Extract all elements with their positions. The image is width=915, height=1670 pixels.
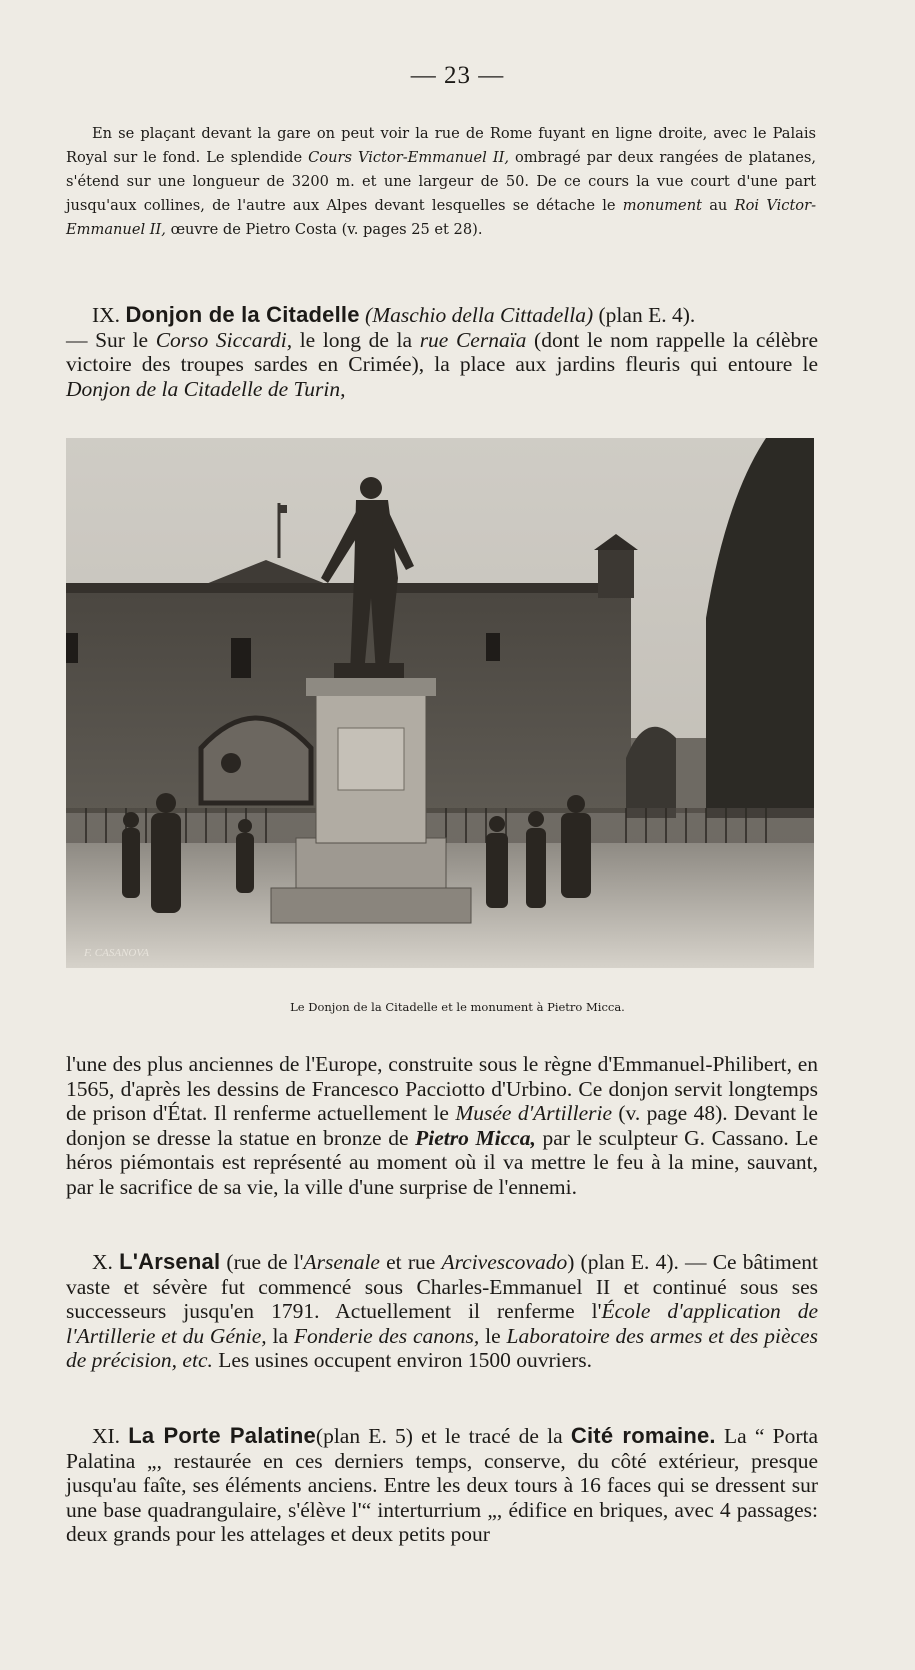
- section-ix-italian-name: (Maschio della Cittadella): [365, 303, 594, 327]
- photo-illustration: [66, 438, 814, 968]
- intro-italic-cours: Cours Victor-Emmanuel II,: [308, 149, 509, 166]
- pedestal-step: [296, 838, 446, 888]
- section-ix-rue: rue Cernaïa: [419, 327, 527, 352]
- section-ix-text-1: — Sur le: [66, 327, 156, 352]
- section-xi-number: XI.: [92, 1424, 121, 1448]
- continuation-text-1: l'une des plus anciennes de l'Europe, construite sous le règne d'Emmanuel-Philibert, en 1565, d'après les dessins de Francesco Pacciotto d'Urbino. Ce donjon servit longtemps de prison d'État. Il renferme actuellement le: [66, 1052, 818, 1126]
- section-xi-heading: La Porte Palatine: [128, 1423, 316, 1448]
- section-x-ecole: École d'application de l'Artillerie et du Génie,: [66, 1299, 818, 1348]
- section-x-text-4: la: [266, 1323, 294, 1348]
- wall-window: [66, 633, 78, 663]
- intro-italic-roi: Roi Victor-Emmanuel II,: [66, 197, 816, 238]
- page-number: — 23 —: [410, 62, 505, 89]
- pedestal-cornice: [306, 678, 436, 696]
- continuation-pietro-micca: Pietro Micca,: [415, 1125, 536, 1150]
- section-x-arcivescovado: Arcivescovado: [441, 1250, 568, 1274]
- intro-italic-monument: monument: [622, 197, 702, 214]
- photographer-signature: F. CASANOVA: [84, 947, 149, 959]
- flag: [279, 505, 287, 513]
- intro-text-1: En se plaçant devant la gare on peut voir la rue de Rome fuyant en ligne droite, avec le Palais Royal sur le fond. Le splendide: [66, 125, 816, 166]
- arched-gate: [201, 718, 311, 803]
- intro-text-2: ombragé par deux rangées de platanes, s'étend sur une longueur de 3200 m. et une largeur de 50. De ce cours la vue court d'une part jusqu'aux collines, de l'autre aux Alpes devant lesquelles se détache le: [66, 149, 817, 214]
- section-x-text-1: (rue de l': [220, 1250, 304, 1274]
- section-x-text-6: Les usines occupent environ 1500 ouvriers.: [212, 1348, 593, 1373]
- intro-paragraph: [66, 122, 816, 242]
- section-xi-text-2: La “ Porta Palatina „, restaurée en ces derniers temps, conserve, du côté extérieur, presque jusqu'au faîte, ses éléments anciens. Entre les deux tours à 16 faces qui se dressent sur une base quadrangulaire, s'élève l'“ interturrium „, édifice en briques, avec 4 passages: deux grands pour les attelages et deux petits pour: [66, 1424, 819, 1547]
- gate-roundel: [221, 753, 241, 773]
- pedestal-base: [271, 888, 471, 923]
- section-ix-heading: Donjon de la Citadelle: [125, 302, 360, 327]
- continuation-musee: Musée d'Artillerie: [455, 1101, 612, 1126]
- intro-text-3: au: [701, 197, 735, 214]
- wall-window: [231, 638, 251, 678]
- section-ix-text-2: le long de la: [292, 327, 420, 352]
- intro-text-4: œuvre de Pietro Costa (v. pages 25 et 28).: [165, 221, 483, 238]
- photo-donjon-monument: [66, 438, 814, 968]
- section-x-paragraph: [66, 1250, 818, 1373]
- section-x-laboratoire: Laboratoire des armes et des pièces de précision, etc.: [66, 1323, 818, 1373]
- continuation-paragraph: [66, 1052, 818, 1200]
- section-x-text-5: le: [479, 1323, 507, 1348]
- section-x-text-3: ) (plan E. 4). — Ce bâtiment vaste et sévère fut commencé sous Charles-Emmanuel II et continué sous ses successeurs jusqu'en 1791. Actuellement il renferme l': [66, 1250, 818, 1324]
- section-ix-number: IX.: [92, 303, 121, 327]
- wall-window: [486, 633, 500, 661]
- section-xi-cite-romaine: Cité romaine.: [570, 1423, 716, 1448]
- section-xi-text-1: (plan E. 5) et le tracé de la: [315, 1424, 571, 1448]
- section-x-text-2: et rue: [379, 1250, 442, 1274]
- section-x-fonderie: Fonderie des canons,: [293, 1323, 480, 1348]
- section-ix-text-3: (dont le nom rappelle la célèbre victoire des troupes sardes en Crimée), la place aux jardins fleuris qui entoure le: [66, 327, 818, 377]
- section-ix-corso: Corso Siccardi,: [155, 327, 293, 352]
- section-ix-donjon: Donjon de la Citadelle de Turin,: [66, 376, 346, 401]
- continuation-text-2: (v. page 48). Devant le donjon se dresse la statue en bronze de: [66, 1101, 818, 1150]
- section-xi-paragraph: [66, 1424, 818, 1547]
- photo-caption: Le Donjon de la Citadelle et le monument à Pietro Micca.: [290, 1000, 625, 1014]
- wall-cornice: [66, 583, 631, 593]
- continuation-text-3: par le sculpteur G. Cassano. Le héros piémontais est représenté au moment où il va mettre le feu à la mine, sauvant, par le sacrifice de sa vie, la ville d'une surprise de l'ennemi.: [66, 1125, 818, 1199]
- pedestal-plaque: [338, 728, 404, 790]
- watchtower: [598, 548, 634, 598]
- section-x-heading: L'Arsenal: [119, 1249, 221, 1274]
- section-ix-plan: (plan E. 4).: [593, 303, 696, 327]
- section-x-arsenale: Arsenale: [303, 1250, 380, 1274]
- section-ix-paragraph: [66, 303, 818, 401]
- section-x-number: X.: [92, 1250, 113, 1274]
